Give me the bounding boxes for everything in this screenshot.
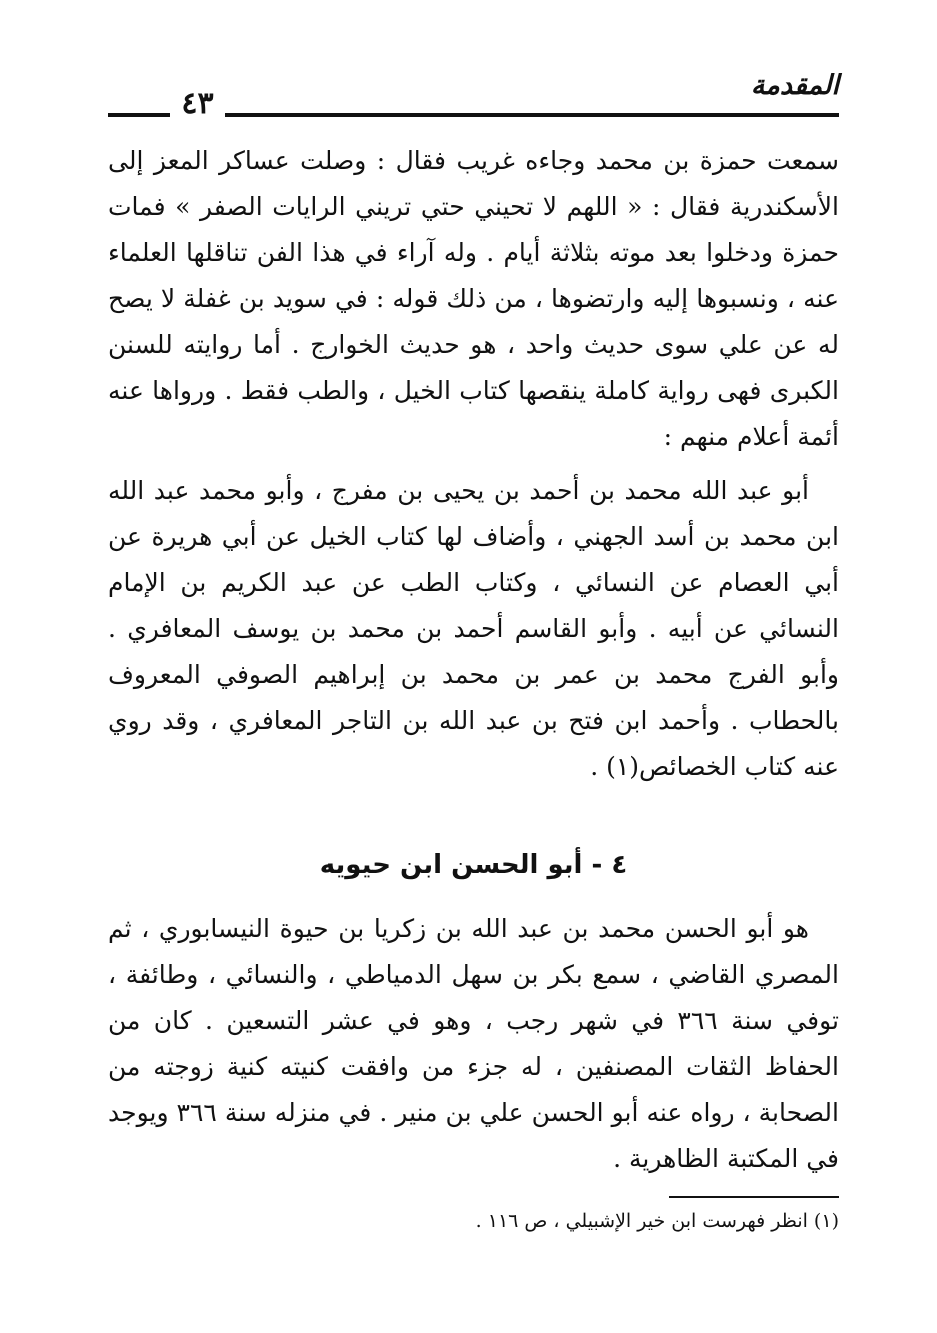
footnote: (١) انظر فهرست ابن خير الإشبيلي ، ص ١١٦ . [475,1210,839,1232]
header-rule-left [108,113,170,117]
page-number: ٤٣ [181,86,214,121]
running-title: المقدمة [750,70,839,101]
footnote-rule [669,1196,839,1198]
body-paragraph-1 [108,138,839,460]
header-rule-right [225,113,839,117]
paragraph-text: أبو عبد الله محمد بن أحمد بن يحيى بن مفرج ، وأبو محمد عبد الله ابن محمد بن أسد الجهني ، وأضاف لها كتاب الخيل عن أبي هريرة عن أبي العصام عن النسائي ، وكتاب الطب عن عبد الكريم بن الإمام النسائي عن أبيه . وأبو القاسم أحمد بن محمد بن يوسف المعافري . وأبو الفرج محمد بن عمر بن محمد بن إبراهيم الصوفي المعروف بالحطاب . وأحمد ابن فتح بن عبد الله بن التاجر المعافري ، وقد روي عنه كتاب الخصائص(١) . [108,476,839,781]
section-heading: ٤ - أبو الحسن ابن حيويه [319,850,628,880]
paragraph-text: سمعت حمزة بن محمد وجاءه غريب فقال : وصلت عساكر المعز إلى الأسكندرية فقال : « اللهم لا تحيني حتي تريني الرايات الصفر » فمات حمزة ودخلوا بعد موته بثلاثة أيام . وله آراء في هذا الفن تناقلها العلماء عنه ، ونسبوها إليه وارتضوها ، من ذلك قوله : في سويد بن غفلة لا يصح له عن علي سوى حديث واحد ، هو حديث الخوارج . أما روايته للسنن الكبرى فهى رواية كاملة ينقصها كتاب الخيل ، والطب فقط . ورواها عنه أئمة أعلام منهم : [108,146,839,451]
paragraph-text: هو أبو الحسن محمد بن عبد الله بن زكريا بن حيوة النيسابوري ، ثم المصري القاضي ، سمع بكر بن سهل الدمياطي ، والنسائي ، وطائفة ، توفي سنة ٣٦٦ في شهر رجب ، وهو في عشر التسعين . كان من الحفاظ الثقات المصنفين ، له جزء من وافقت كنيته كنية زوجته من الصحابة ، رواه عنه أبو الحسن علي بن منير . في منزله سنة ٣٦٦ ويوجد في المكتبة الظاهرية . [108,914,839,1173]
body-paragraph-2 [108,468,839,790]
body-paragraph-3 [108,906,839,1182]
